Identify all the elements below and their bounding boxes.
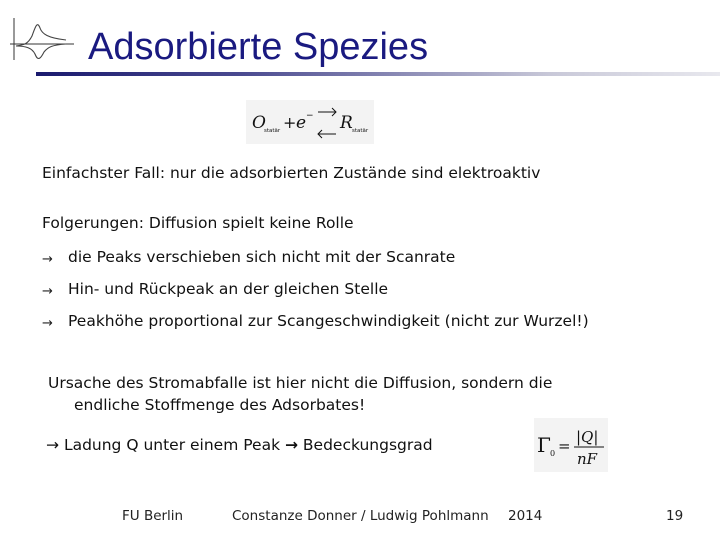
bullet-item: Peakhöhe proportional zur Scangeschwindigkeit (nicht zur Wurzel!) [68,312,589,330]
eq-R: R [340,113,353,133]
bullet-item: die Peaks verschieben sich nicht mit der Scanrate [68,248,456,266]
bullet-arrow-icon: → [42,284,53,299]
charge-text: Ladung Q unter einem Peak [63,436,281,454]
eq-R-sub: statär [352,128,369,134]
coverage-text: Bedeckungsgrad [302,436,433,454]
eq-O: O [252,113,266,133]
eq-O-sub: statär [264,128,281,134]
bullet-item: Hin- und Rückpeak an der gleichen Stelle [68,280,389,298]
footer-authors: Constanze Donner / Ludwig Pohlmann [232,508,489,524]
formula-denominator: nF [577,450,598,468]
eq-e-sup: − [306,111,314,121]
title-underline [36,72,720,76]
equilibrium-arrows-icon [318,108,336,138]
bullet-arrow-icon: → [42,252,53,267]
formula-gamma-sub: 0 [550,449,556,458]
eq-plus: + [283,113,297,132]
redox-equation [246,100,374,144]
right-arrow-icon: → [284,436,298,454]
coverage-formula [534,418,608,472]
statement-simplest-case: Einfachster Fall: nur die adsorbierten Zustände sind elektroaktiv [42,164,541,182]
cause-line-2: endliche Stoffmenge des Adsorbates! [74,396,366,414]
formula-gamma: Γ [537,433,551,457]
charge-statement [46,436,433,454]
formula-equals: = [558,437,571,455]
right-arrow-icon: → [46,436,59,454]
bullet-arrow-icon: → [42,316,53,331]
footer-institution: FU Berlin [122,508,184,524]
slide-title: Adsorbierte Spezies [88,26,429,68]
footer-page-number: 19 [666,508,684,524]
footer-year: 2014 [508,508,543,524]
formula-numerator: |Q| [576,428,599,446]
cause-line-1: Ursache des Stromabfalle ist hier nicht die Diffusion, sondern die [48,374,553,392]
eq-e: e [296,113,307,133]
statement-consequences: Folgerungen: Diffusion spielt keine Rolle [42,214,354,232]
cv-logo-icon [8,14,78,68]
